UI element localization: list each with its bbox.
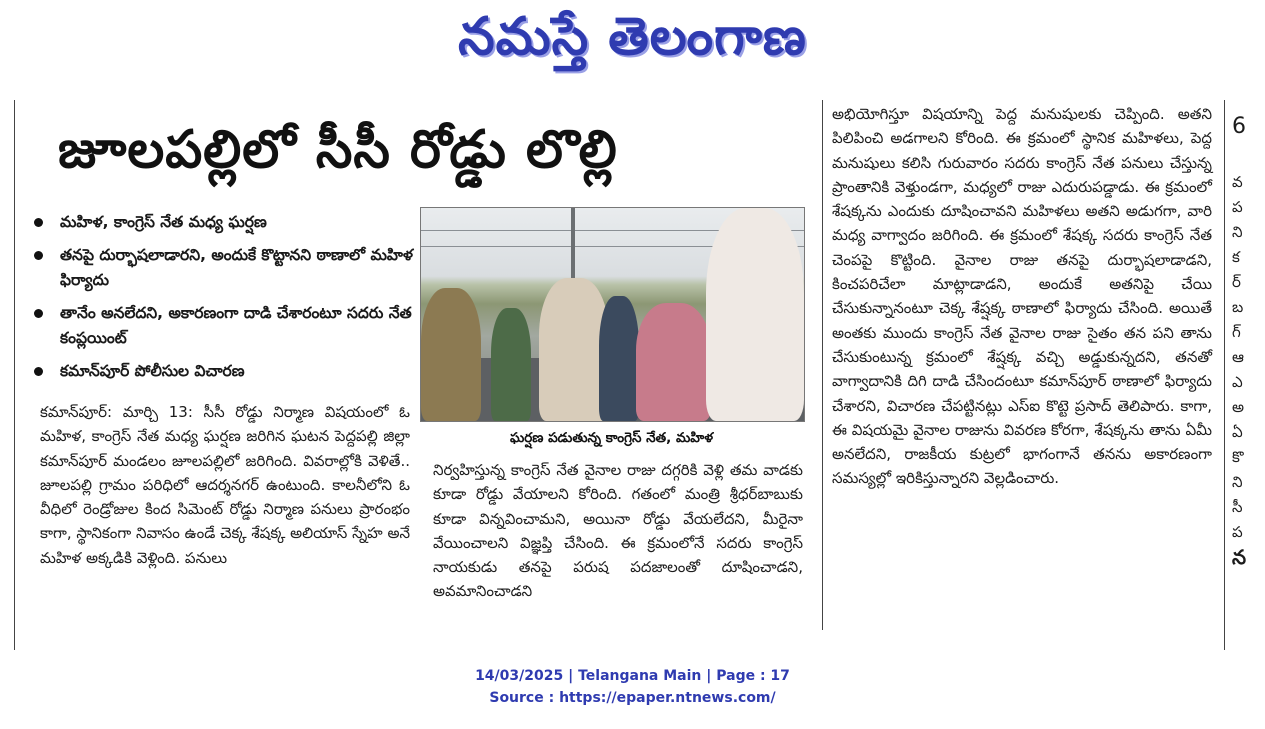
news-clipping: [0, 100, 1265, 650]
person-figure: [706, 208, 804, 421]
adjacent-line: సీ: [1232, 498, 1243, 516]
adjacent-line: క: [1232, 248, 1240, 266]
newspaper-masthead: [430, 4, 835, 72]
adjacent-line: న: [1232, 545, 1247, 569]
footer-date-edition: 14/03/2025 | Telangana Main | Page : 17: [475, 668, 790, 684]
highlight-item: మహిళ, కాంగ్రెస్ నేత మధ్య ఘర్షణ: [30, 210, 415, 235]
person-figure: [421, 288, 481, 421]
article-body-column-2: నిర్వహిస్తున్న కాంగ్రెస్ నేత వైనాల రాజు దగ్గరికి వెళ్లి తమ వాడకు కూడా రోడ్డు వేయాలని కోరింది. గతంలో మంత్రి శ్రీధర్‌బాబుకు కూడా విన్నవించామని, అయినా రోడ్డు వేయలేదని, మీరైనా వేయించాలని విజ్ఞప్తి చేసింది. ఈ క్రమంలోనే సదరు కాంగ్రెస్ నాయకుడు తనపై పరుష పదజాలంతో దూషించాడని, అవమానించాడని: [433, 461, 803, 601]
article-body-column-3: అభియోగిస్తూ విషయాన్ని పెద్ద మనుషులకు చెప్పింది. అతని పిలిపించి అడగాలని కోరింది. ఈ క్రమంలో స్థానిక మహిళలు, పెద్ద మనుషులు కలిసి గురువారం సదరు కాంగ్రెస్ నేత పనులు చేస్తున్న ప్రాంతానికి వెళ్తుండగా, మధ్యలో రాజు ఎదురుపడ్డాడు. ఈ క్రమంలో శేషక్కను ఎందుకు దూషించావని మహిళలు అతని అడుగగా, వారి మధ్య వాగ్వాదం జరిగింది. ఈ క్రమంలో శేషక్క సదరు కాంగ్రెస్ నేత చెంపపై కొట్టింది. వైనాల రాజు తనపై దుర్భాషలాడాడని, కించపరిచేలా మాట్లాడాడని, అందుకే అతనిపై చేయి చేసుకున్నానంటూ చెక్క శేష్షక్క ఠాణాలో ఫిర్యాదు చేసింది. అయితే అంతకు ముందు కాంగ్రెస్ నేత వైనాల రాజు సైతం తన పని తాను చేసుకుంటున్న క్రమంలో శేష్షక్క వచ్చి అడ్డుకున్నదని, తనతో వాగ్వాదానికి దిగి దాడి చేసిందంటూ కమాన్‌పూర్ ఠాణాలో ఫిర్యాదు చేశారని, విచారణ చేపట్టినట్లు ఎస్ఐ కొట్టె ప్రసాద్ తెలిపారు. కాగా, ఈ విషయమై వైనాల రాజును వివరణ కోరగా, శేషక్కను తాను ఏమీ అనలేదని, రాజకీయ కుట్రలో భాగంగానే తనను అకారణంగా సమస్యల్లో ఇరికిస్తున్నారని వెల్లడించారు.: [832, 105, 1212, 488]
column-divider-middle: [822, 100, 823, 630]
person-figure: [599, 296, 639, 421]
adjacent-line: ఏ: [1232, 423, 1243, 441]
adjacent-line: 6: [1232, 114, 1246, 139]
adjacent-line: గ్: [1232, 323, 1241, 341]
masthead-title: నమస్తే తెలంగాణ: [458, 7, 807, 67]
person-figure: [491, 308, 531, 421]
adjacent-line: కొ: [1232, 448, 1244, 466]
adjacent-line: అ: [1232, 398, 1245, 416]
column-divider-right: [1224, 100, 1225, 650]
highlights-list: [30, 210, 415, 392]
adjacent-line: వ: [1232, 173, 1243, 191]
adjacent-line: ప: [1232, 198, 1243, 216]
highlight-item: కమాన్‌పూర్ పోలీసుల విచారణ: [30, 359, 415, 384]
column-divider-left: [14, 100, 15, 650]
article-headline: జూలపల్లిలో సీసీ రోడ్డు లొల్లి: [58, 120, 618, 180]
adjacent-line: ఆ: [1232, 348, 1244, 366]
highlight-item: తనపై దుర్భాషలాడారని, అందుకే కొట్టానని ఠాణాలో మహిళ ఫిర్యాదు: [30, 243, 415, 293]
adjacent-line: బ: [1232, 298, 1244, 316]
adjacent-article-fragment: [1232, 100, 1265, 650]
footer-source-link[interactable]: Source : https://epaper.ntnews.com/: [489, 690, 776, 706]
highlight-item: తానేం అనలేదని, అకారణంగా దాడి చేశారంటూ సదరు నేత కంప్లయింట్: [30, 301, 415, 351]
adjacent-line: ఎ: [1232, 373, 1243, 391]
article-body-column-1: కమాన్‌పూర్: మార్చి 13: సీసీ రోడ్డు నిర్మాణ విషయంలో ఓ మహిళ, కాంగ్రెస్ నేత మధ్య ఘర్షణ జరిగిన ఘటన పెద్దపల్లి జిల్లా కమాన్‌పూర్ మండలం జూలపల్లిలో జరిగింది. వివరాల్లోకి వెళితే.. జూలపల్లి గ్రామం పరిధిలో ఆదర్శనగర్ ఉంటుంది. కాలనీలోని ఓ వీధిలో రెండ్రోజుల కింద సిమెంట్ రోడ్డు నిర్మాణ పనులు ప్రారంభం కాగా, స్థానికంగా నివాసం ఉండే చెక్క శేషక్క అలియాస్ స్నేహ అనే మహిళ అక్కడికి వెళ్లింది. పనులు: [40, 403, 410, 567]
person-figure: [636, 303, 711, 421]
adjacent-line: ర్: [1232, 273, 1241, 291]
photo-caption: ఘర్షణ పడుతున్న కాంగ్రెస్ నేత, మహిళ: [509, 430, 714, 446]
adjacent-line: ని: [1232, 223, 1243, 241]
adjacent-line: ప: [1232, 523, 1243, 541]
news-photo: [420, 207, 805, 422]
adjacent-line: ని: [1232, 473, 1243, 491]
